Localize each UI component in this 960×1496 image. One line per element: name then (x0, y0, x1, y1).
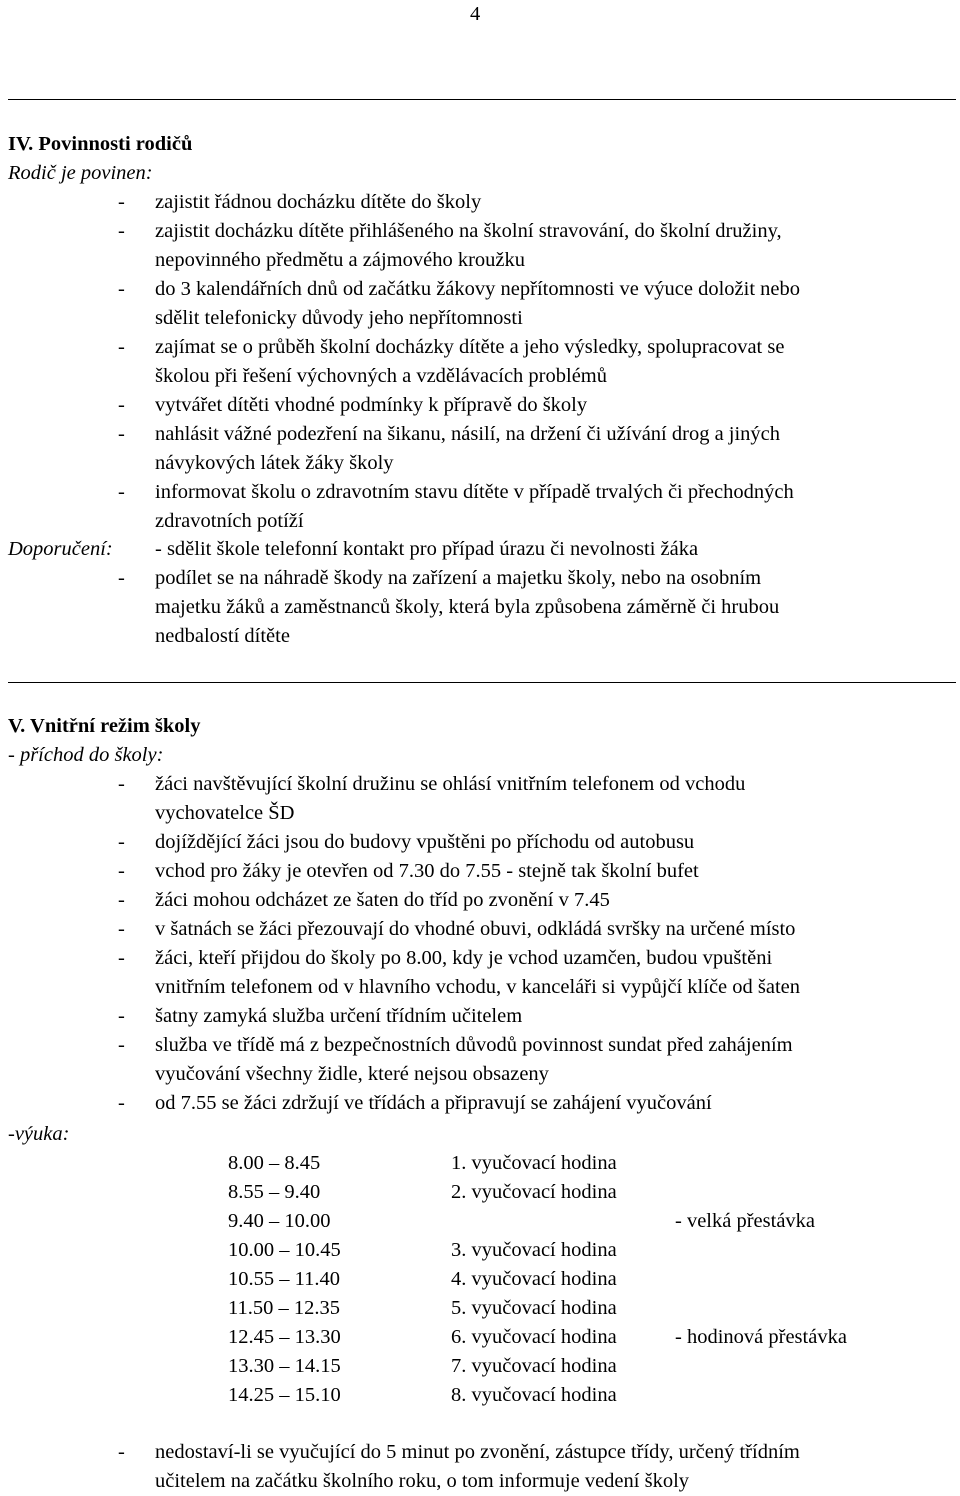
bullet-dash: - (118, 191, 125, 213)
list-item-line: majetku žáků a zaměstnanců školy, která byla způsobena záměrně či hrubou (155, 596, 780, 618)
schedule-lesson: 4. vyučovací hodina (451, 1268, 617, 1290)
schedule-lesson: 2. vyučovací hodina (451, 1181, 617, 1203)
schedule-time: 9.40 – 10.00 (228, 1210, 331, 1232)
schedule-lesson: 6. vyučovací hodina (451, 1326, 617, 1348)
list-item-line: zajistit docházku dítěte přihlášeného na školní stravování, do školní družiny, (155, 220, 782, 242)
list-item-line: zdravotních potíží (155, 510, 304, 532)
list-item-line: do 3 kalendářních dnů od začátku žákovy nepřítomnosti ve výuce doložit nebo (155, 278, 800, 300)
bullet-dash: - (118, 1005, 125, 1027)
bullet-dash: - (118, 773, 125, 795)
lesson-label: -výuka: (8, 1123, 70, 1145)
list-item-line: vytvářet dítěti vhodné podmínky k přípravě do školy (155, 394, 588, 416)
recommendation-label: Doporučení: (8, 538, 113, 560)
list-item-line: nedostaví-li se vyučující do 5 minut po zvonění, zástupce třídy, určený třídním (155, 1441, 800, 1463)
list-item-line: žáci navštěvující školní družinu se ohlásí vnitřním telefonem od vchodu (155, 773, 746, 795)
schedule-note: - velká přestávka (675, 1210, 816, 1232)
schedule-time: 8.00 – 8.45 (228, 1152, 321, 1174)
schedule-lesson: 7. vyučovací hodina (451, 1355, 617, 1377)
list-item-line: služba ve třídě má z bezpečnostních důvodů povinnost sundat před zahájením (155, 1034, 793, 1056)
list-item-line: sdělit telefonicky důvody jeho nepřítomnosti (155, 307, 523, 329)
top-divider (8, 99, 956, 100)
schedule-lesson: 5. vyučovací hodina (451, 1297, 617, 1319)
schedule-lesson: 1. vyučovací hodina (451, 1152, 617, 1174)
list-item-line: od 7.55 se žáci zdržují ve třídách a připravují se zahájení vyučování (155, 1092, 712, 1114)
bullet-dash: - (118, 889, 125, 911)
bullet-dash: - (118, 1034, 125, 1056)
list-item-line: vnitřním telefonem od v hlavního vchodu, v kanceláři si vypůjčí klíče od šaten (155, 976, 801, 998)
schedule-time: 11.50 – 12.35 (228, 1297, 340, 1319)
list-item-line: dojíždějící žáci jsou do budovy vpuštěni po příchodu od autobusu (155, 831, 695, 853)
schedule-time: 14.25 – 15.10 (228, 1384, 341, 1406)
list-item-line: v šatnách se žáci přezouvají do vhodné obuvi, odkládá svršky na určené místo (155, 918, 796, 940)
list-item-line: školou při řešení výchovných a vzdělávacích problémů (155, 365, 607, 387)
list-item-line: nahlásit vážné podezření na šikanu, násilí, na držení či užívání drog a jiných (155, 423, 781, 445)
schedule-lesson: 3. vyučovací hodina (451, 1239, 617, 1261)
list-item-line: učitelem na začátku školního roku, o tom informuje vedení školy (155, 1470, 690, 1492)
list-item-line: žáci mohou odcházet ze šaten do tříd po zvonění v 7.45 (155, 889, 610, 911)
section-divider (8, 682, 956, 683)
schedule-time: 8.55 – 9.40 (228, 1181, 321, 1203)
bullet-dash: - (118, 1092, 125, 1114)
bullet-dash: - (118, 918, 125, 940)
list-item-line: vchod pro žáky je otevřen od 7.30 do 7.55 - stejně tak školní bufet (155, 860, 699, 882)
bullet-dash: - (118, 220, 125, 242)
list-item-line: vyučování všechny židle, které nejsou obsazeny (155, 1063, 549, 1085)
bullet-dash: - (118, 481, 125, 503)
section-subheading: Rodič je povinen: (8, 162, 153, 184)
list-item-line: nepovinného předmětu a zájmového kroužku (155, 249, 526, 271)
bullet-dash: - (118, 860, 125, 882)
bullet-dash: - (118, 336, 125, 358)
bullet-dash: - (118, 394, 125, 416)
section-heading: IV. Povinnosti rodičů (8, 133, 193, 155)
list-item-line: šatny zamyká služba určení třídním učitelem (155, 1005, 523, 1027)
schedule-note: - hodinová přestávka (675, 1326, 847, 1348)
list-item-line: žáci, kteří přijdou do školy po 8.00, kdy je vchod uzamčen, budou vpuštěni (155, 947, 773, 969)
list-item-line: nedbalostí dítěte (155, 625, 290, 647)
schedule-time: 12.45 – 13.30 (228, 1326, 341, 1348)
arrival-label: - příchod do školy: (8, 744, 164, 766)
schedule-time: 13.30 – 14.15 (228, 1355, 341, 1377)
schedule-time: 10.00 – 10.45 (228, 1239, 341, 1261)
schedule-time: 10.55 – 11.40 (228, 1268, 340, 1290)
bullet-dash: - (118, 831, 125, 853)
list-item-line: podílet se na náhradě škody na zařízení a majetku školy, nebo na osobním (155, 567, 762, 589)
list-item-line: návykových látek žáky školy (155, 452, 394, 474)
bullet-dash: - (118, 423, 125, 445)
list-item-line: vychovatelce ŠD (155, 802, 295, 824)
section-heading: V. Vnitřní režim školy (8, 715, 201, 737)
bullet-dash: - (118, 947, 125, 969)
page-number: 4 (470, 3, 481, 25)
bullet-dash: - (118, 278, 125, 300)
list-item-line: zajímat se o průběh školní docházky dítěte a jeho výsledky, spolupracovat se (155, 336, 785, 358)
schedule-lesson: 8. vyučovací hodina (451, 1384, 617, 1406)
list-item-line: informovat školu o zdravotním stavu dítěte v případě trvalých či přechodných (155, 481, 794, 503)
recommendation-first-item: - sdělit škole telefonní kontakt pro případ úrazu či nevolnosti žáka (155, 538, 699, 560)
bullet-dash: - (118, 567, 125, 589)
bullet-dash: - (118, 1441, 125, 1463)
list-item-line: zajistit řádnou docházku dítěte do školy (155, 191, 482, 213)
